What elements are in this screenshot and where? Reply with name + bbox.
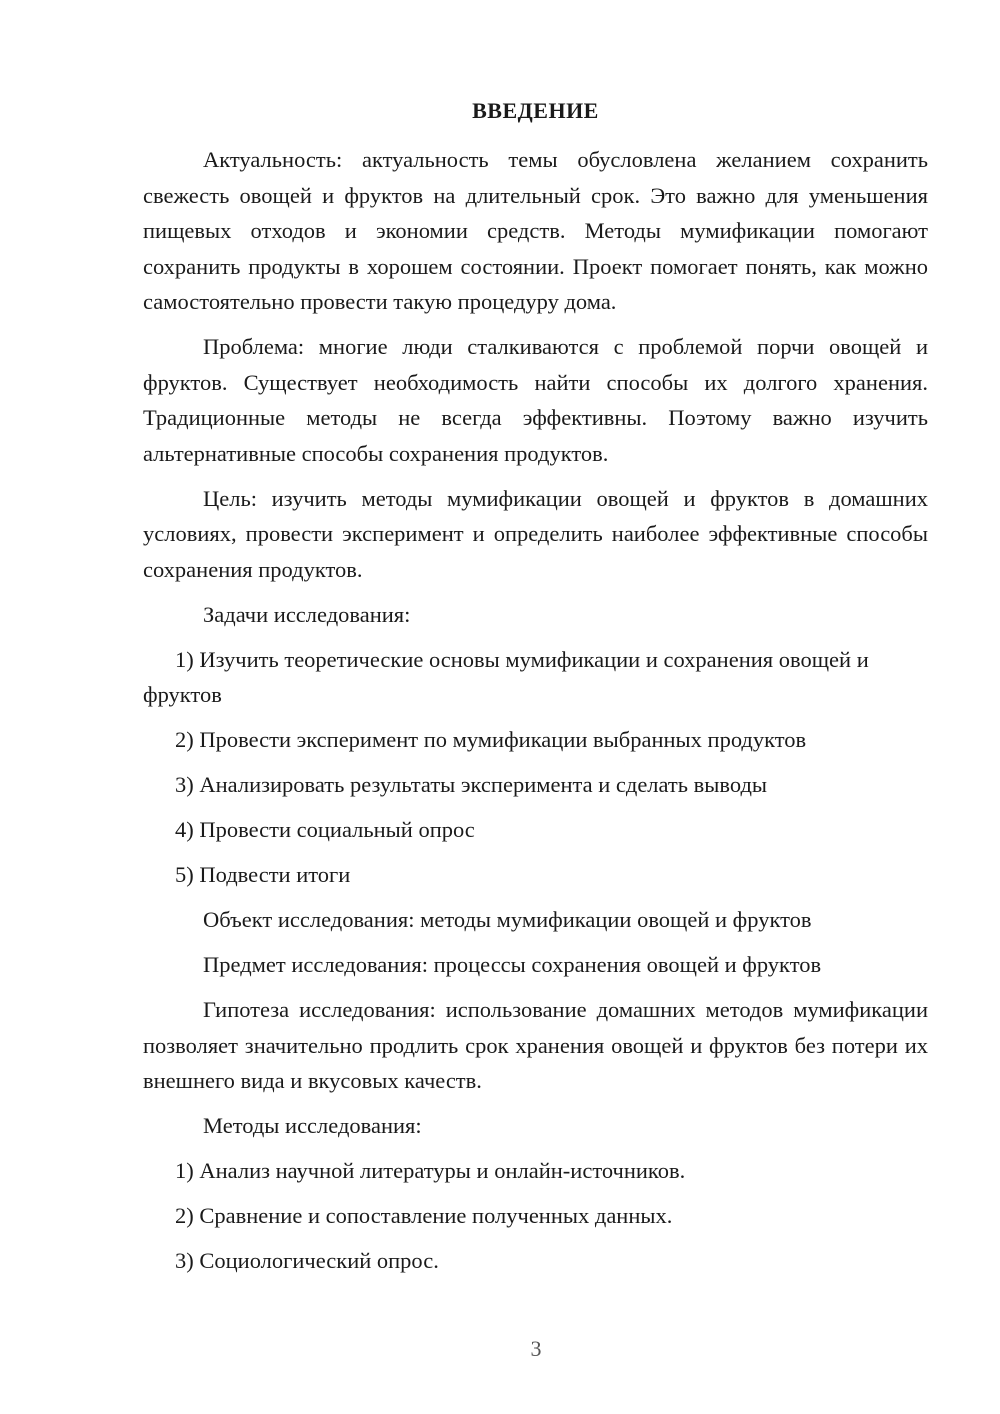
task-item-5: 5) Подвести итоги	[175, 862, 351, 887]
tasks-heading: Задачи исследования:	[203, 601, 411, 627]
body-text	[143, 142, 928, 1279]
paragraph-goal: Цель: изучить методы мумификации овощей и фруктов в домашних условиях, провести эксперимент и определить наиболее эффективные способы сохранения продуктов.	[143, 485, 928, 582]
section-title: ВВЕДЕНИЕ	[472, 98, 599, 123]
paragraph-object: Объект исследования: методы мумификации овощей и фруктов	[203, 907, 812, 932]
paragraph-hypothesis: Гипотеза исследования: использование домашних методов мумификации позволяет значительно продлить срок хранения овощей и фруктов без потери их внешнего вида и вкусовых качеств.	[143, 997, 928, 1093]
task-item-1: 1) Изучить теоретические основы мумификации и сохранения овощей и фруктов	[143, 646, 869, 707]
method-item-2: 2) Сравнение и сопоставление полученных данных.	[175, 1203, 673, 1228]
paragraph-problem: Проблема: многие люди сталкиваются с проблемой порчи овощей и фруктов. Существует необходимость найти способы их долгого хранения. Традиционные методы не всегда эффективны. Поэтому важно изучить альтернативные способы сохранения продуктов.	[143, 334, 928, 466]
task-item-4: 4) Провести социальный опрос	[175, 817, 475, 842]
page-number: 3	[530, 1336, 542, 1361]
task-item-2: 2) Провести эксперимент по мумификации выбранных продуктов	[175, 727, 807, 752]
method-item-1: 1) Анализ научной литературы и онлайн-источников.	[175, 1158, 686, 1183]
method-item-3: 3) Социологический опрос.	[175, 1248, 439, 1273]
methods-heading: Методы исследования:	[203, 1113, 422, 1138]
paragraph-relevance: Актуальность: актуальность темы обусловлена желанием сохранить свежесть овощей и фруктов на длительный срок. Это важно для уменьшения пищевых отходов и экономии средств. Методы мумификации помогают сохранить продукты в хорошем состоянии. Проект помогает понять, как можно самостоятельно провести такую процедуру дома.	[143, 147, 928, 314]
task-item-3: 3) Анализировать результаты эксперимента и сделать выводы	[175, 772, 768, 797]
paragraph-subject: Предмет исследования: процессы сохранения овощей и фруктов	[203, 952, 822, 977]
